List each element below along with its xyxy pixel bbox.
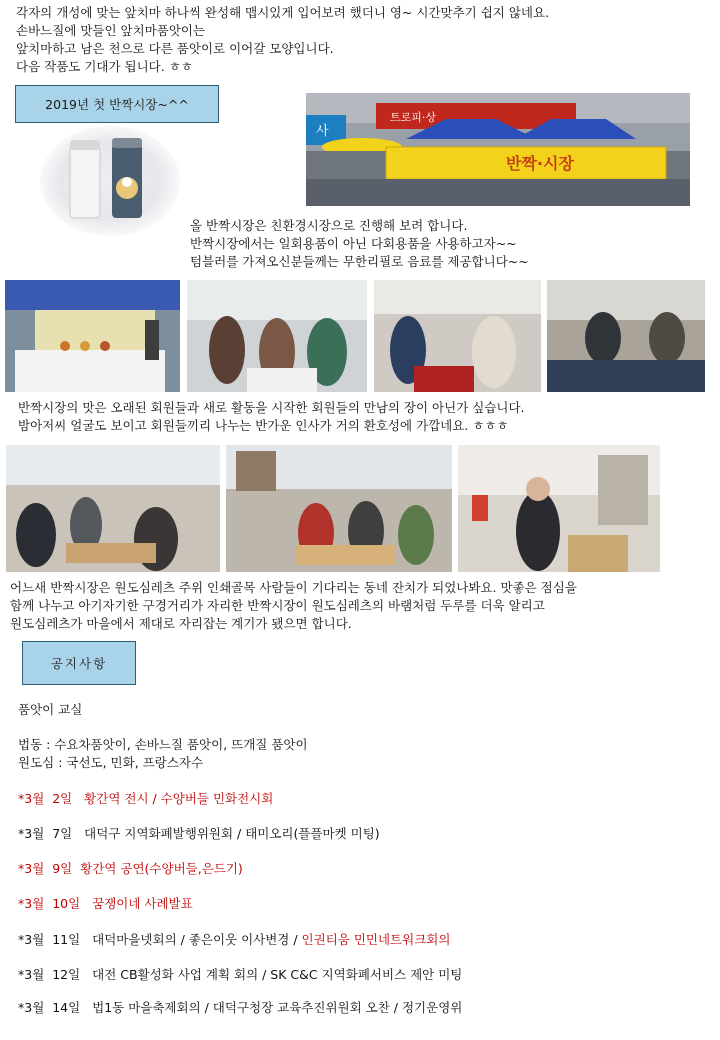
schedule-item-text: *3월 14일 법1동 마을축제회의 / 대덕구청장 교육추진위원회 오찬 / 정기운영위	[18, 1000, 463, 1015]
tumbler-illustration	[40, 126, 180, 236]
section-title-box	[15, 85, 219, 123]
schedule-item	[18, 930, 450, 948]
notice-title-box	[22, 641, 136, 685]
store-sign-text: 트로피·상	[390, 111, 437, 124]
class-line: 법동 : 수요차품앗이, 손바느질 품앗이, 뜨개질 품앗이	[18, 737, 308, 752]
schedule-item-text: *3월 7일 대덕구 지역화폐발행위원회 / 태미오리(플플마켓 미팅)	[18, 826, 380, 841]
schedule-item	[18, 824, 380, 842]
market-street-scene	[306, 93, 690, 206]
section-title: 2019년 첫 반짝시장~^^	[45, 97, 189, 112]
notice-title: 공지사항	[50, 656, 108, 671]
schedule-item	[18, 965, 462, 983]
women-chatting-photo	[374, 280, 541, 392]
intro-line: 손바느질에 맛들인 앞치마품앗이는	[16, 23, 206, 38]
eco-line: 텀블러를 가져오신분들께는 무한리필로 음료를 제공합니다~~	[190, 254, 529, 269]
schedule-item-text: 인권티움 민민네트워크회의	[301, 932, 451, 947]
schedule-item-text: *3월 9일 황간역 공연(수양버들,은드기)	[18, 861, 243, 876]
class-title: 품앗이 교실	[18, 702, 83, 717]
eco-line: 반짝시장에서는 일회용품이 아닌 다회용품을 사용하고자~~	[190, 236, 517, 251]
eco-line: 올 반짝시장은 친환경시장으로 진행해 보려 합니다.	[190, 218, 468, 233]
schedule-item	[18, 998, 462, 1016]
tumbler-photo	[40, 126, 180, 236]
schedule-item-text: *3월 11일 대덕마을넷회의 / 좋은이웃 이사변경 /	[18, 932, 302, 947]
schedule-item-text: *3월 10일 꿈쟁이네 사례발표	[18, 896, 193, 911]
dining-hall-photo	[226, 445, 452, 572]
schedule-item-text: *3월 2일 황간역 전시 / 수양버들 민화전시회	[18, 791, 274, 806]
schedule-item	[18, 789, 273, 807]
store-sign-text: 사	[316, 124, 329, 139]
woman-with-cup-photo	[458, 445, 660, 572]
festival-line: 원도심레츠가 마을에서 제대로 자리잡는 계기가 됐으면 합니다.	[10, 616, 352, 631]
craft-table-photo	[547, 280, 705, 392]
schedule-item-text: *3월 12일 대전 CB활성화 사업 계획 회의 / SK C&C 지역화폐서비스 제안 미팅	[18, 967, 463, 982]
schedule-item	[18, 894, 193, 912]
meeting-line: 밤아저씨 얼굴도 보이고 회원들끼리 나누는 반가운 인사가 거의 환호성에 가깝네요. ㅎㅎㅎ	[18, 418, 509, 433]
class-line: 원도심 : 국선도, 민화, 프랑스자수	[18, 755, 204, 770]
members-gathering-photo	[187, 280, 367, 392]
banner-text: 반짝·시장	[506, 154, 574, 173]
schedule-item	[18, 859, 243, 877]
intro-line: 앞치마하고 남은 천으로 다른 품앗이로 이어갈 모양입니다.	[16, 41, 334, 56]
festival-line: 어느새 반짝시장은 원도심레츠 주위 인쇄골목 사람들이 기다리는 동네 잔치가 되었나봐요. 맛좋은 점심을	[10, 580, 577, 595]
meeting-line: 반짝시장의 맛은 오래된 회원들과 새로 활동을 시작한 회원들의 만남의 장이 아닌가 싶습니다.	[18, 400, 525, 415]
market-stall-photo	[5, 280, 180, 392]
lunch-party-photo	[6, 445, 220, 572]
intro-line: 각자의 개성에 맞는 앞치마 하나씩 완성해 맵시있게 입어보려 했더니 영~ 시간맞추기 쉽지 않네요.	[16, 5, 550, 20]
intro-line: 다음 작품도 기대가 됩니다. ㅎㅎ	[16, 59, 193, 74]
market-street-photo	[306, 93, 690, 206]
festival-line: 함께 나누고 아기자기한 구경거리가 자리한 반짝시장이 원도심레츠의 바램처럼 두루를 더욱 알리고	[10, 598, 545, 613]
